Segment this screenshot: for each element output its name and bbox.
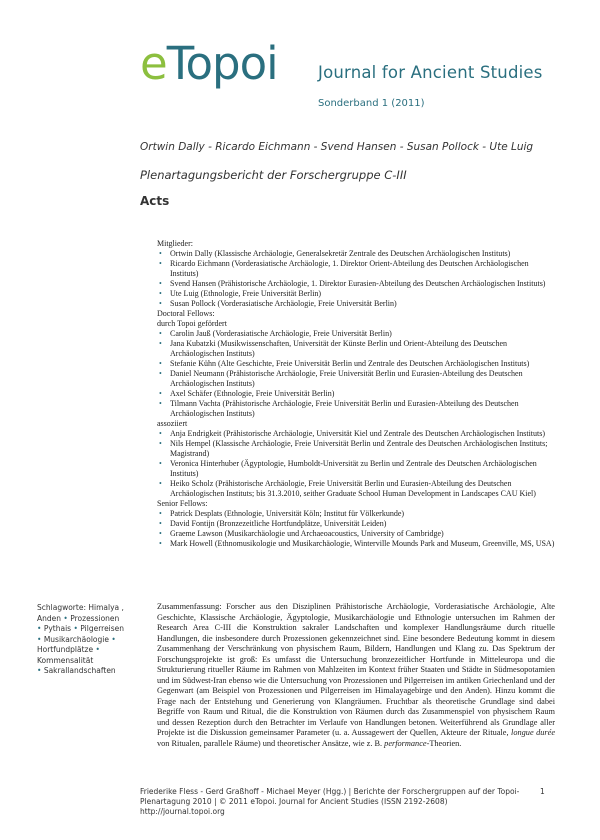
assoziiert-label: assoziiert [157,419,188,428]
page-number: 1 [540,787,545,796]
list-item: • David Fontijn (Bronzezeitliche Hortfundplätze, Universität Leiden) [157,519,557,529]
keyword: Pythais [43,624,72,633]
keyword: Musikarchäologie [43,634,109,644]
logo-topoi: Topoi [166,37,278,90]
journal-title: Journal for Ancient Studies [318,63,543,82]
topoi-label: durch Topoi gefördert [157,319,227,328]
logo-e: e [140,37,167,90]
keywords-sidebar: Schlagworte: Himalya , Anden • Prozessionen • Pythais • Pilgerreisen • Musikarchäologie • Hortfundplätze • Kommensalität • Sakrallandschaften [37,603,125,675]
list-item: • Patrick Desplats (Ethnologie, Universität Köln; Institut für Völkerkunde) [157,509,557,519]
senior-label: Senior Fellows: [157,499,208,508]
list-item: • Mark Howell (Ethnomusikologie und Musikarchäologie, Winterville Mounds Park and Museum, Greenville, MS, USA) [157,539,557,549]
list-item: • Svend Hansen (Prähistorische Archäologie, 1. Direktor Eurasien-Abteilung des Deutschen Archäologischen Instituts) [157,279,557,289]
list-item: • Ute Luig (Ethnologie, Freie Universität Berlin) [157,289,557,299]
keywords-label: Schlagworte: [37,603,86,612]
abstract-text: Zusammenfassung: Forscher aus den Disziplinen Prähistorische Archäologie, Vorderasiatische Archäologie, Alte Geschichte, Klassische Archäologie, Ägyptologie, Musikarchäologie und Ethnologie untersuchen im Rahmen der Research Area C-III die Konstruktion sakraler Landschaften und komplexer Handlungsräume durch rituelle Handlungen, die insbesondere durch Prozessionen gekennzeichnet sind. Eine besondere Bedeutung kommt in diesem Zusammenhang der Verschränkung von physischem Raum, Bildern, Handlungen und Klang zu. Das Spektrum der Forschungsprojekte ist groß: Es umfasst die Untersuchung bronzezeitlicher Hortfunde in Mitteleuropa und die Strukturierung ritueller Räume im Rahmen von Mahlzeiten im Kontext früher Staaten und Städte in Südmesopotamien und im Südwest-Iran ebenso wie die Untersuchung von Prozessionen und Pilgerreisen im antiken Griechenland und der Gegenwart (am Beispiel von Prozessionen und Pilgerreisen im Himalayagebirge und den Anden). Hinzu kommt die Frage nach der Entstehung und Generierung von Klangräumen. Fruchtbar als theoretische Grundlage sind dabei Begriffe von Raum und Ritual, die die Konstruktion von Räumen durch das Zusammenspiel von physischem Raum und dessen Rezeption durch den Betrachter im Verlaufe von Handlungen betonen. Weiterführend als Grundlage aller Projekte ist die Diskussion gemeinsamer Parameter (u. a. Aussagewert der Quellen, Akteure der Rituale, [157,602,555,737]
article-title: Plenartagungsbericht der Forschergruppe C-III [140,168,407,182]
list-item: • Stefanie Kühn (Alte Geschichte, Freie Universität Berlin und Zentrale des Deutschen Archäologischen Instituts) [157,359,557,369]
abstract-text: von Ritualen, parallele Räume) und theoretischer Ansätze, wie z. B. [157,738,385,748]
abstract-text: -Theorien. [426,738,462,748]
list-item: • Jana Kubatzki (Musikwissenschaften, Universität der Künste Berlin und Orient-Abteilung des Deutschen Archäologischen Instituts) [157,339,557,359]
topoi-fellows-list [157,329,557,419]
footer-line: Friederike Fless - Gerd Graßhoff - Michael Meyer (Hgg.) | Berichte der Forschergruppen auf der Topoi- [140,787,520,796]
keyword: Himalya [88,603,120,612]
keyword: Sakrallandschaften [43,666,116,675]
list-item: • Ricardo Eichmann (Vorderasiatische Archäologie, 1. Direktor Orient-Abteilung des Deutschen Archäologischen Instituts) [157,259,557,279]
list-item: • Carolin Jauß (Vorderasiatische Archäologie, Freie Universität Berlin) [157,329,557,339]
keyword: Prozessionen [70,613,120,623]
article-authors: Ortwin Dally - Ricardo Eichmann - Svend Hansen - Susan Pollock - Ute Luig [140,141,534,153]
keyword: Hortfundplätze [37,645,94,654]
keyword: Kommensalität [37,655,94,665]
list-item: • Susan Pollock (Vorderasiatische Archäologie, Freie Universität Berlin) [157,299,557,309]
footer-citation [140,787,520,817]
etopoi-logo [140,37,278,90]
list-item: • Nils Hempel (Klassische Archäologie, Freie Universität Berlin und Zentrale des Deutschen Archäologischen Instituts; Magistrand) [157,439,557,459]
list-item: • Ortwin Dally (Klassische Archäologie, Generalsekretär Zentrale des Deutschen Archäologischen Instituts) [157,249,557,259]
abstract-italic: performance [384,738,427,748]
section-title: Acts [140,194,170,208]
list-item: • Anja Endrigkeit (Prähistorische Archäologie, Universität Kiel und Zentrale des Deutschen Archäologischen Instituts) [157,429,557,439]
footer-line: Plenartagung 2010 | © 2011 eTopoi. Journal for Ancient Studies (ISSN 2192-2608) http://journal.topoi.org [140,797,448,816]
doctoral-label: Doctoral Fellows: [157,309,215,318]
sonderband-label: Sonderband 1 (2011) [318,98,425,109]
mitglieder-label: Mitglieder: [157,239,193,248]
mitglieder-list [157,249,557,309]
list-item: • Daniel Neumann (Prähistorische Archäologie, Freie Universität Berlin und Eurasien-Abteilung des Deutschen Archäologischen Instituts) [157,369,557,389]
abstract-italic: longue durée [511,728,555,737]
members-list [157,239,557,549]
list-item: • Axel Schäfer (Ethnologie, Freie Universität Berlin) [157,389,557,399]
assoziiert-fellows-list [157,429,557,499]
keyword: Pilgerreisen [80,624,125,633]
list-item: • Heiko Scholz (Prähistorische Archäologie, Freie Universität Berlin und Eurasien-Abteilung des Deutschen Archäologischen Instituts; bis 31.3.2010, seither Graduate School Human Development in Landscapes CAU Kiel) [157,479,557,499]
senior-fellows-list [157,509,557,549]
list-item: • Tilmann Vachta (Prähistorische Archäologie, Freie Universität Berlin und Eurasien-Abteilung des Deutschen Archäologischen Instituts) [157,399,557,419]
abstract [157,602,555,749]
list-item: • Graeme Lawson (Musikarchäologie und Archaeoacoustics, University of Cambridge) [157,529,557,539]
list-item: • Veronica Hinterhuber (Ägyptologie, Humboldt-Universität zu Berlin und Zentrale des Deutschen Archäologischen Instituts) [157,459,557,479]
keyword: Anden [37,613,62,623]
